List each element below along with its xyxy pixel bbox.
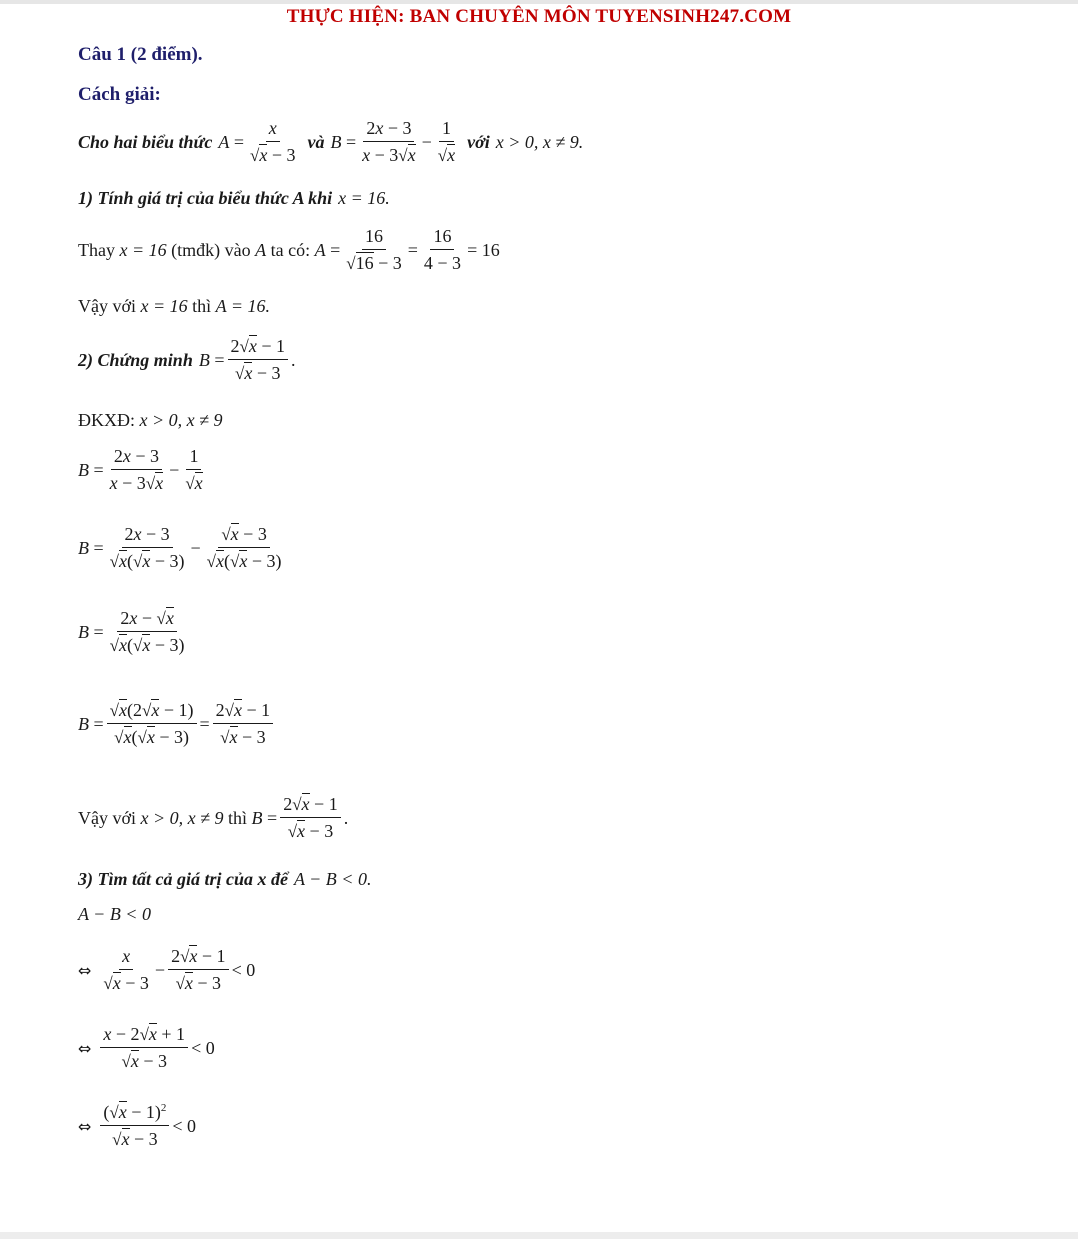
fraction-B-part1: $\frac{2x - 3}{x - 3√x}$: [362, 118, 416, 165]
intro-with: với: [467, 131, 490, 152]
part2-title: 2) Chứng minh B = $\frac{2√x - 1}{√x - 3}$ .: [78, 336, 296, 383]
top-edge: [0, 0, 1078, 4]
part3-step3: ⇔ $\frac{(√x - 1)^2}{√x - 3}$ < 0: [78, 1102, 197, 1149]
equivalence-icon: ⇔: [78, 960, 92, 980]
part3-step2: ⇔ $\frac{x - 2√x + 1}{√x - 3}$ < 0: [78, 1024, 215, 1071]
intro-and: và: [307, 131, 325, 152]
fraction-claim: $\frac{2√x - 1}{√x - 3}$: [228, 336, 289, 384]
equivalence-icon: ⇔: [78, 1116, 92, 1136]
fraction-A: $\frac{x}{√x - 3}$: [249, 118, 296, 165]
problem-statement: Cho hai biểu thức A = $\frac{x}{√x - 3}$ và B = $\frac{2x - 3}{x - 3√x}$ − $\frac{1}{√x}$ với x > 0, x ≠ 9.: [78, 118, 584, 165]
part2-step4: B = $\frac{√x(2√x - 1)}{√x(√x - 3)}$ = $\frac{2√x - 1}{√x - 3}$: [78, 700, 276, 748]
part3-title: 3) Tìm tất cả giá trị của x để A − B < 0.: [78, 869, 372, 889]
part2-result: Vậy với x > 0, x ≠ 9 thì B = $\frac{2√x - 1}{√x - 3}$ .: [78, 794, 349, 841]
part1-result: Vậy với x = 16 thì A = 16.: [78, 296, 270, 316]
part2-step3: B = $\frac{2x - √x}{√x(√x - 3)}$: [78, 608, 185, 655]
intro-condition: x > 0, x ≠ 9.: [495, 131, 584, 152]
page-header: THỰC HIỆN: BAN CHUYÊN MÔN TUYENSINH247.COM: [286, 6, 792, 27]
part2-condition: ĐKXĐ: x > 0, x ≠ 9: [78, 410, 223, 430]
part1-substitution: Thay x = 16 (tmđk) vào A ta có: A = $\frac{16}{√16 - 3}$ = $\frac{16}{4 - 3}$ = 16: [78, 226, 500, 273]
part3-step0: A − B < 0: [78, 904, 151, 924]
bottom-edge: [0, 1232, 1078, 1239]
fraction-B-part2: $\frac{1}{√x}$: [437, 118, 456, 165]
equivalence-icon: ⇔: [78, 1038, 92, 1058]
question-title: Câu 1 (2 điểm).: [78, 44, 203, 65]
part3-step1: ⇔ $\frac{x}{√x - 3}$ − $\frac{2√x - 1}{√x - 3}$ < 0: [78, 946, 256, 993]
part2-step2: B = $\frac{2x - 3}{√x(√x - 3)}$ − $\frac{√x - 3}{√x(√x - 3)}$: [78, 524, 282, 571]
part1-title: 1) Tính giá trị của biểu thức A khi x = 16.: [78, 188, 390, 208]
intro-lead: Cho hai biểu thức: [78, 131, 213, 152]
fraction-sub1: $\frac{16}{√16 - 3}$: [346, 226, 402, 273]
part2-step1: B = $\frac{2x - 3}{x - 3√x}$ − $\frac{1}{√x}$: [78, 446, 203, 493]
fraction-sub2: $\frac{16}{4 - 3}$: [423, 226, 462, 273]
solution-label: Cách giải:: [78, 84, 161, 105]
